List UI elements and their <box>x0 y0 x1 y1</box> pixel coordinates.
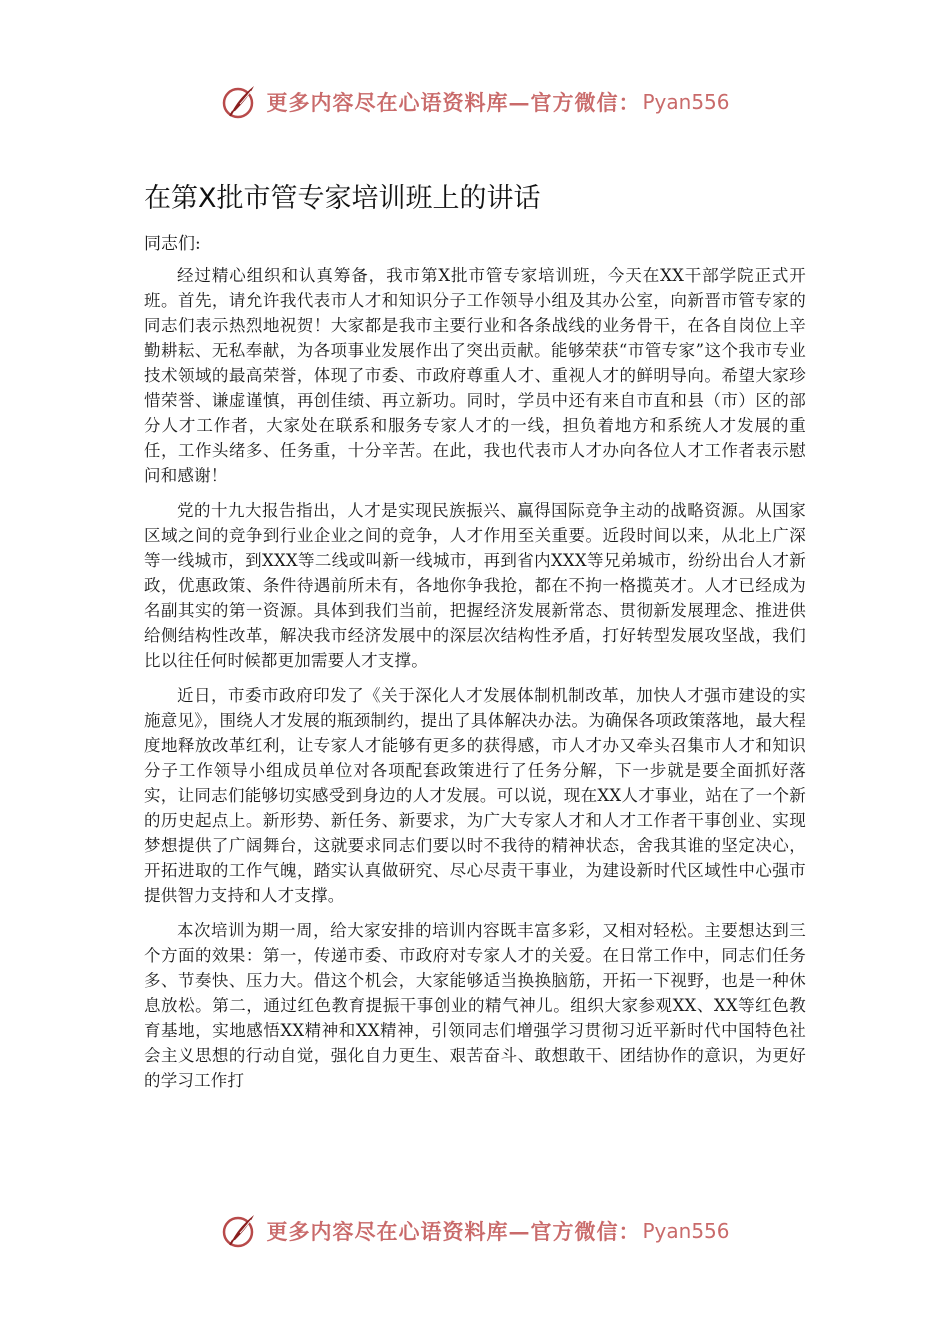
paragraph: 近日，市委市政府印发了《关于深化人才发展体制机制改革，加快人才强市建设的实施意见》，围绕人才发展的瓶颈制约，提出了具体解决办法。为确保各项政策落地，最大程度地释放改革红利，让专家人才能够有更多的获得感，市人才办又牵头召集市人才和知识分子工作领导小组成员单位对各项配套政策进行了任务分解，下一步就是要全面抓好落实，让同志们能够切实感受到身边的人才发展。可以说，现在XX人才事业，站在了一个新的历史起点上。新形势、新任务、新要求，为广大专家人才和人才工作者干事创业、实现梦想提供了广阔舞台，这就要求同志们要以时不我待的精神状态，舍我其谁的坚定决心，开拓进取的工作气魄，踏实认真做研究、尽心尽责干事业，为建设新时代区域性中心强市提供智力支持和人才支撑。 <box>144 686 806 905</box>
quill-pen-seal-icon <box>220 1211 260 1251</box>
banner-text: 更多内容尽在心语资料库—官方微信： <box>266 90 641 115</box>
paragraph: 经过精心组织和认真筹备，我市第X批市管专家培训班，今天在XX干部学院正式开班。首先，请允许我代表市人才和知识分子工作领导小组及其办公室，向新晋市管专家的同志们表示热烈地祝贺！大家都是我市主要行业和各条战线的业务骨干，在各自岗位上辛勤耕耘、无私奉献，为各项事业发展作出了突出贡献。能够荣获“市管专家”这个我市专业技术领域的最高荣誉，体现了市委、市政府尊重人才、重视人才的鲜明导向。希望大家珍惜荣誉、谦虚谨慎，再创佳绩、再立新功。同时，学员中还有来自市直和县（市）区的部分人才工作者，大家处在联系和服务专家人才的一线，担负着地方和系统人才发展的重任，工作头绪多、任务重，十分辛苦。在此，我也代表市人才办向各位人才工作者表示慰问和感谢！ <box>144 266 806 485</box>
document-body <box>144 263 806 1177</box>
banner-text: 更多内容尽在心语资料库—官方微信： <box>266 1219 641 1244</box>
footer-banner <box>0 1211 950 1251</box>
banner-wechat-id: Pyan556 <box>642 90 730 114</box>
quill-pen-seal-icon <box>220 82 260 122</box>
salutation: 同志们: <box>144 234 201 254</box>
document-title: 在第X批市管专家培训班上的讲话 <box>144 183 541 214</box>
banner-wechat-id: Pyan556 <box>642 1219 730 1243</box>
paragraph: 本次培训为期一周，给大家安排的培训内容既丰富多彩，又相对轻松。主要想达到三个方面的效果：第一，传递市委、市政府对专家人才的关爱。在日常工作中，同志们任务多、节奏快、压力大。借这个机会，大家能够适当换换脑筋，开拓一下视野，也是一种休息放松。第二，通过红色教育提振干事创业的精气神儿。组织大家参观XX、XX等红色教育基地，实地感悟XX精神和XX精神，引领同志们增强学习贯彻习近平新时代中国特色社会主义思想的行动自觉，强化自力更生、艰苦奋斗、敢想敢干、团结协作的意识，为更好的学习工作打 <box>144 921 806 1090</box>
header-banner <box>0 82 950 122</box>
paragraph: 党的十九大报告指出，人才是实现民族振兴、赢得国际竞争主动的战略资源。从国家区域之间的竞争到行业企业之间的竞争，人才作用至关重要。近段时间以来，从北上广深等一线城市，到XXX等二线或叫新一线城市，再到省内XXX等兄弟城市，纷纷出台人才新政，优惠政策、条件待遇前所未有，各地你争我抢，都在不拘一格揽英才。人才已经成为名副其实的第一资源。具体到我们当前，把握经济发展新常态、贯彻新发展理念、推进供给侧结构性改革，解决我市经济发展中的深层次结构性矛盾，打好转型发展攻坚战，我们比以往任何时候都更加需要人才支撑。 <box>144 501 806 670</box>
